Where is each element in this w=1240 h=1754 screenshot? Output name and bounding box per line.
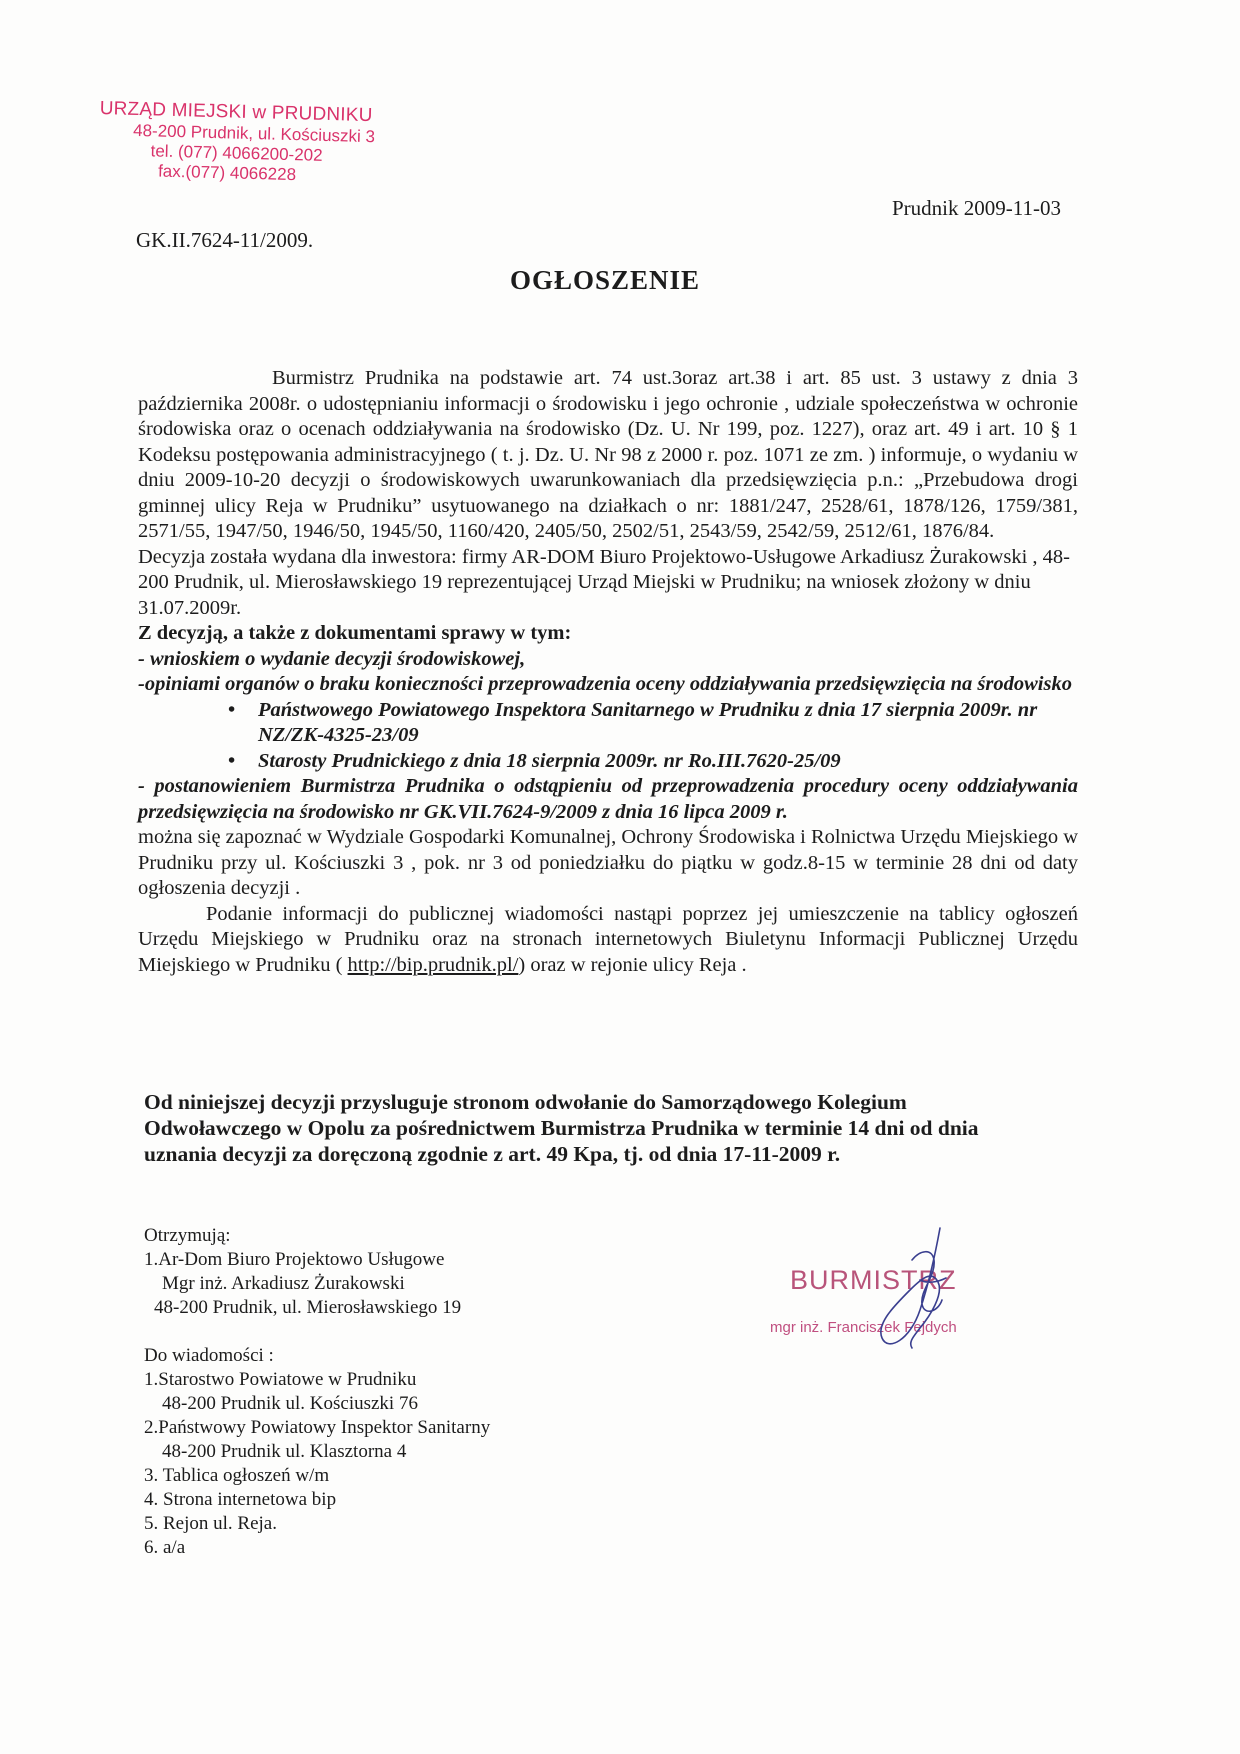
stamp-phone: tel. (077) 4066200-202 — [150, 141, 323, 165]
info-2-line-1: 2.Państwowy Powiatowy Inspektor Sanitarny — [144, 1417, 491, 1438]
reference-number: GK.II.7624-11/2009. — [136, 228, 314, 252]
publication-text: Podanie informacji do publicznej wiadomości nastąpi poprzez jej umieszczenie na tablicy ogłoszeń Urzędu Miejskiego w Prudniku oraz na stronach internetowych Biuletynu Informacji Publicznej Urzędu Miejskiego w Prudniku ( — [138, 902, 1078, 976]
publication-paragraph — [138, 902, 1078, 979]
recipient-1-line-2: Mgr inż. Arkadiusz Żurakowski — [162, 1273, 405, 1294]
info-4: 4. Strona internetowa bip — [144, 1489, 337, 1510]
intro-paragraph: Burmistrz Prudnika na podstawie art. 74 ust.3oraz art.38 i art. 85 ust. 3 ustawy z dnia 3 października 2008r. o udostępnianiu informacji o środowisku i jego ochronie , udziale społeczeństwa w ochronie środowiska oraz o ocenach oddziaływania na środowisko (Dz. U. Nr 199, poz. 1227), oraz art. 49 i art. 10 § 1 Kodeksu postępowania administracyjnego ( t. j. Dz. U. Nr 98 z 2000 r. poz. 1071 ze zm. ) informuje, o wydaniu w dniu 2009-10-20 decyzji o środowiskowych uwarunkowaniach dla przedsięwzięcia p.n.: „Przebudowa drogi gminnej ulicy Reja w Prudniku” usytuowanego na działkach o nr: 1881/247, 2528/61, 1878/126, 1759/381, 2571/55, 1947/50, 1946/50, 1945/50, 1160/420, 2405/50, 2502/51, 2543/59, 2542/59, 2512/61, 1876/84. — [138, 367, 1078, 542]
office-header-stamp — [98, 98, 376, 187]
info-6: 6. a/a — [144, 1537, 186, 1558]
stamp-address: 48-200 Prudnik, ul. Kościuszki 3 — [132, 120, 376, 147]
publication-text-end: ) oraz w rejonie ulicy Reja . — [518, 953, 747, 976]
info-1-line-1: 1.Starostwo Powiatowe w Prudniku — [144, 1369, 417, 1390]
opinion-starost: • Starosty Prudnickiego z dnia 18 sierpnia 2009r. nr Ro.III.7620-25/09 — [258, 749, 1078, 775]
info-heading: Do wiadomości : — [144, 1345, 274, 1366]
page-title: OGŁOSZENIE — [510, 265, 701, 295]
announcement-body — [138, 366, 1078, 978]
documents-item-application: - wnioskiem o wydanie decyzji środowiskowej, — [138, 647, 526, 670]
access-paragraph: można się zapoznać w Wydziale Gospodarki Komunalnej, Ochrony Środowiska i Rolnictwa Urzędu Miejskiego w Prudniku przy ul. Kościuszki 3 , pok. nr 3 od poniedziałku do piątku w godz.8-15 w terminie 28 dni od daty ogłoszenia decyzji . — [138, 826, 1079, 899]
opinion-sanitary-inspector: • Państwowego Powiatowego Inspektora Sanitarnego w Prudniku z dnia 17 sierpnia 2009r. nr NZ/ZK-4325-23/09 — [258, 698, 1078, 749]
info-5: 5. Rejon ul. Reja. — [144, 1513, 277, 1534]
info-3: 3. Tablica ogłoszeń w/m — [144, 1465, 330, 1486]
appeal-notice: Od niniejszej decyzji przysluguje stronom odwołanie do Samorządowego Kolegium Odwoławczego w Opolu za pośrednictwem Burmistrza Prudnika w terminie 14 dni od dnia uznania decyzji za doręczoną zgodnie z art. 49 Kpa, tj. od dnia 17-11-2009 r. — [144, 1090, 979, 1166]
documents-item-opinions: -opiniami organów o braku konieczności przeprowadzenia oceny oddziaływania przedsięwzięcia na środowisko — [138, 673, 1072, 695]
handwritten-signature-icon — [770, 1220, 1030, 1360]
info-1-line-2: 48-200 Prudnik ul. Kościuszki 76 — [162, 1393, 418, 1414]
resolution-paragraph: - postanowieniem Burmistrza Prudnika o odstąpieniu od przeprowadzenia procedury oceny oddziaływania przedsięwzięcia na środowisko nr GK.VII.7624-9/2009 z dnia 16 lipca 2009 r. — [138, 775, 1078, 823]
signature-title: BURMISTRZ — [790, 1265, 957, 1295]
stamp-office-name: URZĄD MIEJSKI w PRUDNIKU — [99, 98, 373, 127]
recipient-1-line-1: 1.Ar-Dom Biuro Projektowo Usługowe — [144, 1249, 445, 1270]
recipients-heading: Otrzymują: — [144, 1225, 231, 1246]
recipients-block — [144, 1224, 490, 1560]
signature-stamp — [770, 1220, 1030, 1360]
place-date: Prudnik 2009-11-03 — [892, 196, 1061, 220]
bip-link[interactable]: http://bip.prudnik.pl/ — [347, 953, 519, 976]
stamp-fax: fax.(077) 4066228 — [157, 161, 297, 185]
recipient-1-line-3: 48-200 Prudnik, ul. Mierosławskiego 19 — [154, 1297, 462, 1318]
documents-heading: Z decyzją, a także z dokumentami sprawy w tym: — [138, 622, 572, 644]
investor-paragraph: Decyzja została wydana dla inwestora: firmy AR-DOM Biuro Projektowo-Usługowe Arkadiusz Żurakowski , 48-200 Prudnik, ul. Mierosławskiego 19 reprezentującej Urząd Miejski w Prudniku; na wniosek złożony w dniu 31.07.2009r. — [138, 545, 1070, 619]
opinions-list — [138, 698, 1078, 775]
signature-name: mgr inż. Franciszek Fejdych — [770, 1319, 957, 1336]
info-2-line-2: 48-200 Prudnik ul. Klasztorna 4 — [162, 1441, 407, 1462]
